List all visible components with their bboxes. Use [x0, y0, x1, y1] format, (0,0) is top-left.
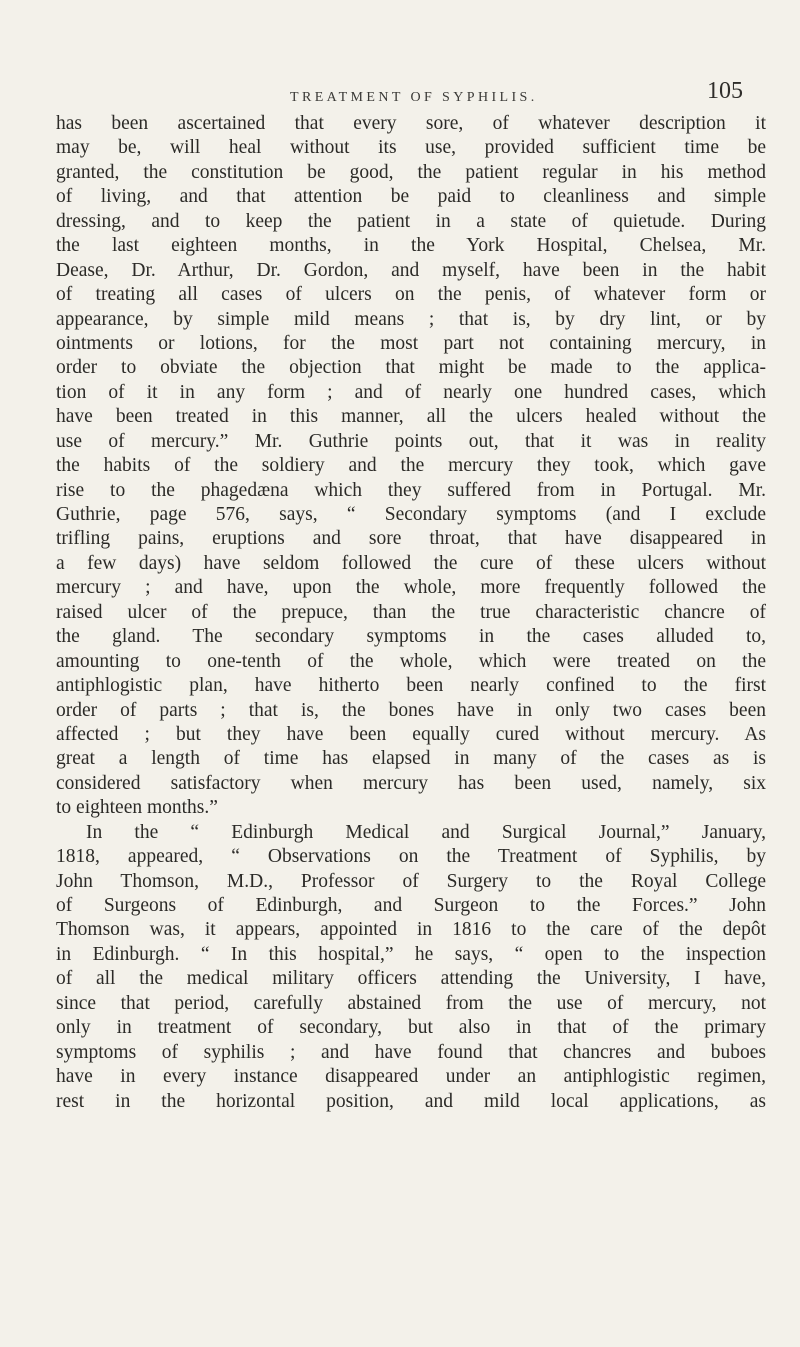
text-line: raised ulcer of the prepuce, than the true characteristic chancre of	[56, 601, 766, 623]
text-line: of all the medical military officers attending the University, I have,	[56, 968, 766, 990]
text-line: Thomson was, it appears, appointed in 1816 to the care of the depôt	[56, 919, 766, 941]
text-line: may be, will heal without its use, provided sufficient time be	[56, 137, 766, 159]
running-header: TREATMENT OF SYPHILIS.	[290, 90, 538, 105]
text-line: have been treated in this manner, all the ulcers healed without the	[56, 406, 766, 428]
text-line: granted, the constitution be good, the patient regular in his method	[56, 161, 766, 183]
text-line: dressing, and to keep the patient in a state of quietude. During	[56, 210, 766, 232]
text-line: affected ; but they have been equally cured without mercury. As	[56, 723, 766, 745]
text-line: mercury ; and have, upon the whole, more frequently followed the	[56, 577, 766, 599]
body-text	[56, 112, 766, 1114]
text-line: John Thomson, M.D., Professor of Surgery to the Royal College	[56, 870, 766, 892]
text-line: have in every instance disappeared under an antiphlogistic regimen,	[56, 1066, 766, 1088]
text-line: a few days) have seldom followed the cure of these ulcers without	[56, 552, 766, 574]
text-line: order of parts ; that is, the bones have in only two cases been	[56, 699, 766, 721]
page-number: 105	[707, 78, 743, 104]
text-line: only in treatment of secondary, but also in that of the primary	[56, 1017, 766, 1039]
text-line: Dease, Dr. Arthur, Dr. Gordon, and myself, have been in the habit	[56, 259, 766, 281]
text-line: use of mercury.” Mr. Guthrie points out, that it was in reality	[56, 430, 766, 452]
text-line: tion of it in any form ; and of nearly one hundred cases, which	[56, 381, 766, 403]
text-line: of living, and that attention be paid to cleanliness and simple	[56, 186, 766, 208]
text-line: of Surgeons of Edinburgh, and Surgeon to the Forces.” John	[56, 895, 766, 916]
text-line: appearance, by simple mild means ; that is, by dry lint, or by	[56, 308, 766, 330]
text-line: amounting to one-tenth of the whole, which were treated on the	[56, 650, 766, 672]
text-line: symptoms of syphilis ; and have found that chancres and buboes	[56, 1041, 766, 1063]
text-line: 1818, appeared, “ Observations on the Treatment of Syphilis, by	[56, 846, 766, 868]
text-line: order to obviate the objection that might be made to the applica-	[56, 357, 766, 379]
text-line: ointments or lotions, for the most part not containing mercury, in	[56, 332, 766, 354]
text-line: the last eighteen months, in the York Hospital, Chelsea, Mr.	[56, 235, 766, 257]
text-line: antiphlogistic plan, have hitherto been nearly confined to the first	[56, 675, 766, 697]
text-line: great a length of time has elapsed in many of the cases as is	[56, 748, 766, 770]
text-line: considered satisfactory when mercury has been used, namely, six	[56, 772, 766, 794]
text-line: rise to the phagedæna which they suffered from in Portugal. Mr.	[56, 479, 766, 501]
text-line: the habits of the soldiery and the mercury they took, which gave	[56, 455, 766, 477]
text-line: to eighteen months.”	[56, 797, 218, 819]
text-line: in Edinburgh. “ In this hospital,” he says, “ open to the inspection	[56, 943, 766, 965]
text-line: since that period, carefully abstained from the use of mercury, not	[56, 992, 766, 1014]
paragraph-first-line: In the “ Edinburgh Medical and Surgical Journal,” January,	[86, 821, 766, 843]
text-line: the gland. The secondary symptoms in the cases alluded to,	[56, 626, 766, 648]
text-line: Guthrie, page 576, says, “ Secondary symptoms (and I exclude	[56, 504, 766, 525]
text-line: trifling pains, eruptions and sore throat, that have disappeared in	[56, 528, 766, 550]
text-line: rest in the horizontal position, and mild local applications, as	[56, 1090, 766, 1112]
text-line: of treating all cases of ulcers on the penis, of whatever form or	[56, 284, 766, 306]
text-line: has been ascertained that every sore, of whatever description it	[56, 113, 766, 134]
